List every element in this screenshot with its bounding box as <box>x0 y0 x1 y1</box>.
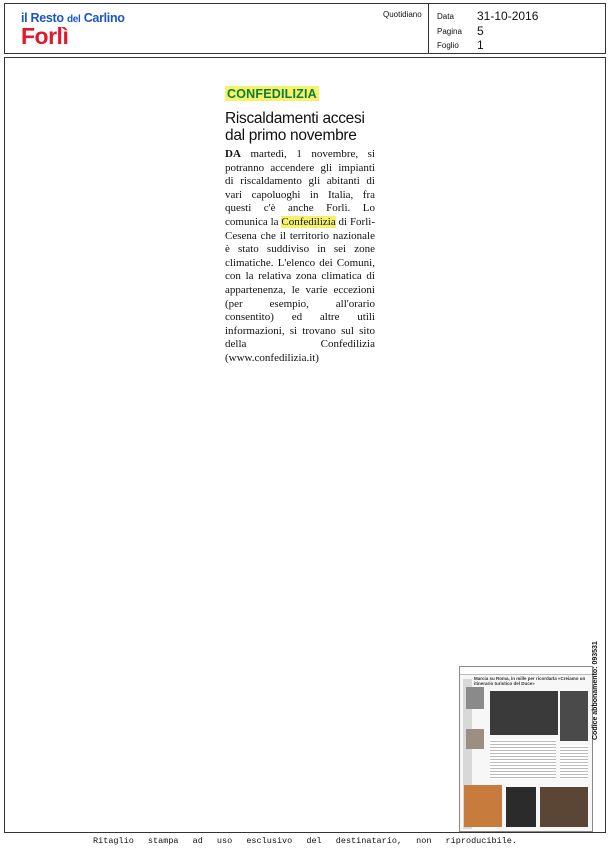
article-lead: DA <box>225 148 241 160</box>
subscription-code: Codice abbonamento: 093531 <box>592 641 599 740</box>
thumbnail-portrait-1 <box>466 687 484 709</box>
thumbnail-photo-side <box>560 691 588 741</box>
article-body-part-1: martedì, 1 novembre, si potranno accendere gli impianti di riscaldamento gli abitanti di vari capoluoghi in Italia, fra questi c'è anche Forlì. Lo comunica la <box>225 148 375 228</box>
clipping-header <box>4 3 606 54</box>
meta-value-page: 5 <box>477 24 484 38</box>
clipping-footer: Ritaglio stampa ad uso esclusivo del destinatario, non riproducibile. <box>93 836 517 846</box>
thumbnail-text-block-1 <box>490 739 556 779</box>
newspaper-logo <box>21 11 125 48</box>
logo-carlino: Carlino <box>83 11 125 25</box>
meta-value-date: 31-10-2016 <box>477 9 539 23</box>
publication-type: Quotidiano <box>383 10 422 19</box>
logo-city: Forlì <box>21 23 69 49</box>
article <box>225 85 375 366</box>
logo-il-resto: il Resto <box>21 11 64 25</box>
page-thumbnail <box>459 666 593 832</box>
article-highlight: Confedilizia <box>281 215 336 228</box>
thumbnail-photo-main <box>490 691 558 735</box>
article-kicker: CONFEDILIZIA <box>227 87 317 101</box>
thumbnail-text-block-2 <box>560 745 588 779</box>
thumbnail-photo-event <box>540 787 588 827</box>
article-body-part-2: di Forlì-Cesena che il territorio nazionale è stato suddiviso in sei zone climatiche. L'elenco dei Comuni, con la relativa zona climatica di appartenenza, le varie eccezioni (per esempio, all'orario consentito) ed altre utili informazioni, si trovano sul sito della Confedilizia (www.confedilizia.it) <box>225 215 375 364</box>
thumbnail-photo-bottom <box>506 787 536 827</box>
meta-label-page: Pagina <box>437 27 462 36</box>
logo-del: del <box>66 14 81 25</box>
meta-box <box>428 3 608 54</box>
article-headline: Riscaldamenti accesi dal primo novembre <box>225 110 365 144</box>
clipping-frame <box>4 57 606 833</box>
thumbnail-advert <box>464 785 502 827</box>
thumbnail-portrait-2 <box>466 729 484 749</box>
meta-label-sheet: Foglio <box>437 41 459 50</box>
thumbnail-headline: Marcia su Roma, in mille per ricordarla «Creiamo un itinerario turistico del Duce» <box>474 676 586 686</box>
meta-value-sheet: 1 <box>477 38 484 52</box>
thumbnail-masthead-bar <box>460 667 592 675</box>
article-body <box>225 148 375 366</box>
meta-label-date: Data <box>437 12 454 21</box>
